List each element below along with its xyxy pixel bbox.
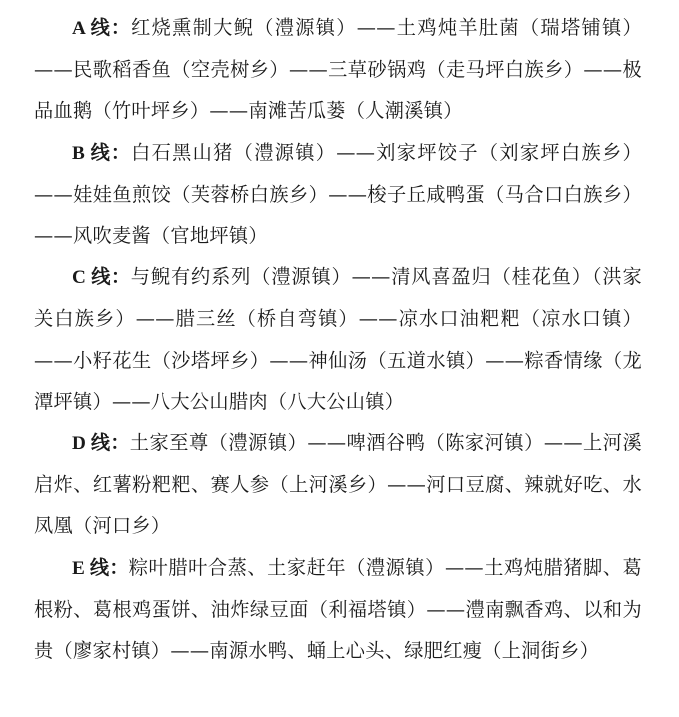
route-e-text: 粽叶腊叶合蒸、土家赶年（澧源镇）——土鸡炖腊猪脚、葛根粉、葛根鸡蛋饼、油炸绿豆面（利福塔镇）——澧南飘香鸡、以和为贵（廖家村镇）——南源水鸭、蛹上心头、绿肥红瘦（上洞街乡） xyxy=(34,555,642,663)
route-e-paragraph xyxy=(34,547,642,672)
route-a-paragraph xyxy=(34,7,642,132)
route-c-text: 与鲵有约系列（澧源镇）——清风喜盈归（桂花鱼）（洪家关白族乡）——腊三丝（桥自弯镇）——凉水口油粑粑（凉水口镇）——小籽花生（沙塔坪乡）——神仙汤（五道水镇）——粽香情缘（龙潭坪镇）——八大公山腊肉（八大公山镇） xyxy=(34,265,642,413)
route-d-label: D 线： xyxy=(72,433,130,455)
route-e-label: E 线： xyxy=(72,557,129,579)
route-a-label: A 线： xyxy=(72,18,132,39)
route-b-text: 白石黑山猪（澧源镇）——刘家坪饺子（刘家坪白族乡）——娃娃鱼煎饺（芙蓉桥白族乡）——梭子丘咸鸭蛋（马合口白族乡）——风吹麦酱（官地坪镇） xyxy=(34,140,642,248)
route-d-text: 土家至尊（澧源镇）——啤酒谷鸭（陈家河镇）——上河溪启炸、红薯粉粑粑、赛人参（上河溪乡）——河口豆腐、辣就好吃、水凤凰（河口乡） xyxy=(34,431,642,538)
route-c-label: C 线： xyxy=(72,267,131,289)
route-d-paragraph xyxy=(34,422,642,547)
route-b-label: B 线： xyxy=(72,142,132,164)
route-a-text: 红烧熏制大鲵（澧源镇）——土鸡炖羊肚菌（瑞塔铺镇）——民歌稻香鱼（空壳树乡）——三草砂锅鸡（走马坪白族乡）——极品血鹅（竹叶坪乡）——南滩苦瓜蒌（人潮溪镇） xyxy=(34,16,642,123)
route-b-paragraph xyxy=(34,132,642,257)
document-body xyxy=(34,7,642,671)
route-c-paragraph xyxy=(34,256,642,422)
